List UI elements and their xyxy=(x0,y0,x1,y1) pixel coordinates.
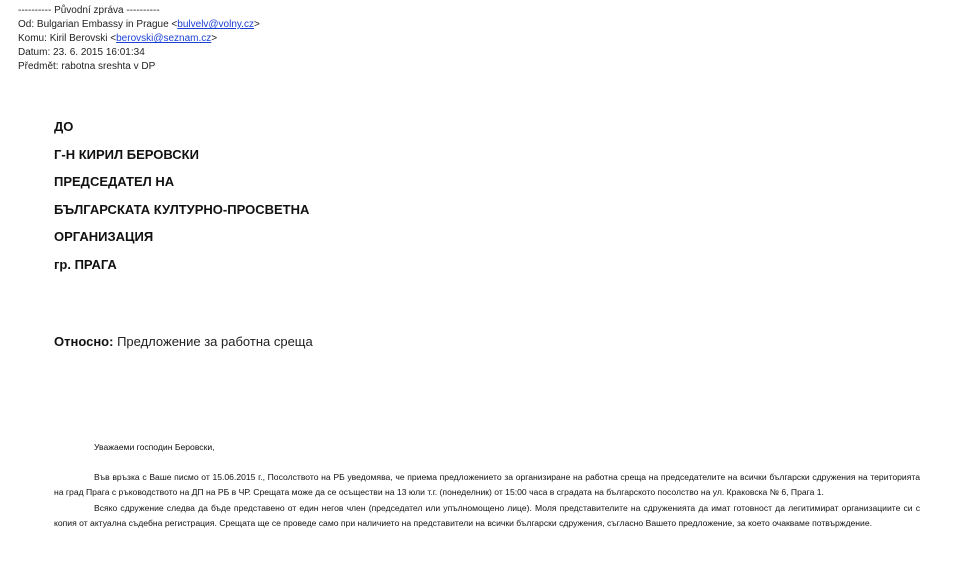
email-header xyxy=(18,4,260,74)
letter-subject-label: Относно: xyxy=(54,334,114,349)
subject-label: Předmět: xyxy=(18,61,59,72)
letter-body xyxy=(54,440,920,532)
date-row xyxy=(18,46,260,60)
from-label: Od: xyxy=(18,19,35,30)
letter-paragraph-1: Във връзка с Ваше писмо от 15.06.2015 г., Посолството на РБ уведомява, че приема предложението за организиране на работна среща на председателите на всички български сдружения на територията на град Прага с ръководството на ДП на РБ в ЧР. Срещата може да се осъществи на 13 юли т.г. (понеделник) от 15:00 часа в сградата на българското посолство на ул. Краковска № 6, Прага 1. xyxy=(54,471,920,497)
to-name: Kiril Berovski xyxy=(49,33,108,44)
original-message-separator: ---------- Původní zpráva ---------- xyxy=(18,5,160,16)
to-row: Komu: Kiril Berovski <berovski@seznam.cz> xyxy=(18,33,218,44)
to-email-link[interactable]: berovski@seznam.cz xyxy=(116,33,212,44)
from-email-link[interactable]: bulvelv@volny.cz xyxy=(177,19,254,30)
subject-row xyxy=(18,60,260,74)
from-name: Bulgarian Embassy in Prague xyxy=(36,19,169,30)
recipient-address-block xyxy=(54,113,309,278)
from-row: Od: Bulgarian Embassy in Prague <bulvelv@volny.cz> xyxy=(18,19,260,30)
letter-greeting: Уважаеми господин Беровски, xyxy=(94,442,215,452)
date-label: Datum: xyxy=(18,47,51,58)
address-line: ОРГАНИЗАЦИЯ xyxy=(54,229,154,244)
date-value: 23. 6. 2015 16:01:34 xyxy=(53,47,145,58)
address-line: ДО xyxy=(54,119,74,134)
to-label: Komu: xyxy=(18,33,47,44)
address-line: БЪЛГАРСКАТА КУЛТУРНО-ПРОСВЕТНА xyxy=(54,201,310,217)
address-line: ПРЕДСЕДАТЕЛ НА xyxy=(54,174,175,189)
letter-paragraph-2: Всяко сдружение следва да бъде представено от един негов член (председател или упълномощено лице). Моля представителите на сдруженията да имат готовност да легитимират организациите си с копия от актуална съдебна регистрация. Срещата ще се проведе само при наличието на представители на всички български сдружения, съгласно Вашето предложение, за което очакваме потвърждение. xyxy=(54,502,920,528)
address-line: Г-Н КИРИЛ БЕРОВСКИ xyxy=(54,146,199,162)
subject-value: rabotna sreshta v DP xyxy=(61,61,156,72)
address-line: гр. ПРАГА xyxy=(54,256,117,272)
letter-subject xyxy=(54,334,313,349)
letter-subject-text: Предложение за работна среща xyxy=(117,334,313,349)
